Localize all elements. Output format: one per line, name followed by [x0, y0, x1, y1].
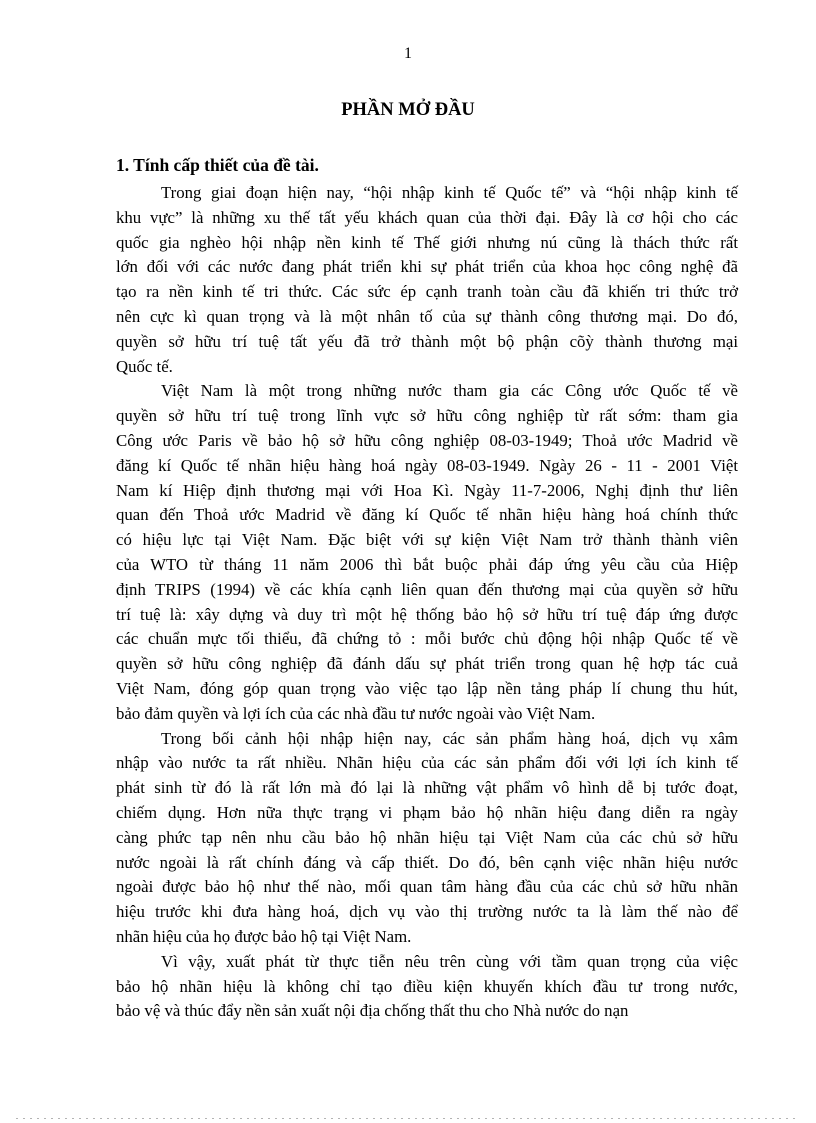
paragraph-line: lớn đối với các nước đang phát triển khi sự phát triển của khoa học công nghệ đã — [116, 257, 738, 277]
paragraph-line: quyền sở hữu trí tuệ tất yếu đã trở thành một bộ phận cõỳ thành thương mại — [116, 331, 738, 351]
paragraph-line: Trong bối cảnh hội nhập hiện nay, các sản phẩm hàng hoá, dịch vụ xâm — [161, 728, 738, 748]
paragraph-line: khu vực” là những xu thế tất yếu khách quan của thời đại. Đây là cơ hội cho các — [116, 207, 738, 227]
section-heading: 1. Tính cấp thiết của đề tài. — [116, 155, 319, 175]
paragraph-line: định TRIPS (1994) về các khía cạnh liên quan đến thương mại của quyền sở hữu — [116, 579, 738, 599]
paragraph-line: trí tuệ là: xây dựng và duy trì một hệ thống bảo hộ sở hữu trí tuệ đáp ứng được — [116, 604, 738, 624]
paragraph — [116, 181, 738, 379]
paragraph — [116, 379, 738, 726]
paragraph-line: Công ước Paris về bảo hộ sở hữu công nghiệp 08-03-1949; Thoả ước Madrid về — [116, 430, 738, 450]
page-break-divider — [16, 1118, 800, 1119]
paragraph-line: quốc gia nghèo hội nhập nền kinh tế Thế giới nhưng nú cũng là thách thức rất — [116, 232, 738, 252]
paragraph-line: Quốc tế. — [116, 356, 173, 376]
paragraph-line: bảo hộ nhãn hiệu là không chỉ tạo điều kiện khuyến khích đầu tư trong nước, — [116, 976, 738, 996]
paragraph-line: tạo ra nền kinh tế tri thức. Các sức ép cạnh tranh toàn cầu đã khiến tri thức trở — [116, 282, 738, 302]
paragraph-line: Việt Nam, đóng góp quan trọng vào việc tạo lập nền tảng pháp lí chung thu hút, — [116, 678, 738, 698]
paragraph-line: nhập vào nước ta rất nhiều. Nhãn hiệu của các sản phẩm đối với lợi ích kinh tế — [116, 753, 738, 773]
paragraph-line: càng phức tạp nên nhu cầu bảo hộ nhãn hiệu tại Việt Nam của các chủ sở hữu — [116, 827, 738, 847]
paragraph-line: quyền sở hữu trí tuệ trong lĩnh vực sở hữu công nghiệp từ rất sớm: tham gia — [116, 406, 738, 426]
paragraph-line: ngoài được bảo hộ như thế nào, mối quan tâm hàng đầu của các chủ sở hữu nhãn — [116, 877, 738, 897]
paragraph — [116, 950, 738, 1024]
text-column — [116, 154, 738, 1024]
paragraph-line: bảo đảm quyền và lợi ích của các nhà đầu tư nước ngoài vào Việt Nam. — [116, 703, 596, 723]
paragraph-line: nên cực kì quan trọng và là một nhân tố của sự thành công thương mại. Do đó, — [116, 306, 738, 326]
paragraph-line: Việt Nam là một trong những nước tham gia các Công ước Quốc tế về — [161, 381, 738, 401]
paragraph-line: có hiệu lực tại Việt Nam. Đặc biệt với sự kiện Việt Nam trở thành thành viên — [116, 530, 738, 550]
paragraph-line: hiệu trước khi đưa hàng hoá, dịch vụ vào thị trường nước ta là làm thế nào để — [116, 902, 738, 922]
paragraph-line: quan đến Thoả ước Madrid về đăng kí Quốc tế nhãn hiệu hàng hoá chính thức — [116, 505, 738, 525]
paragraph-line: Vì vậy, xuất phát từ thực tiễn nêu trên cùng với tầm quan trọng của việc — [161, 951, 738, 971]
paragraph-line: phát sinh từ đó là rất lớn mà đó lại là những vật phẩm vô hình dễ bị tước đoạt, — [116, 778, 738, 798]
paragraph-line: đăng kí Quốc tế nhãn hiệu hàng hoá ngày 08-03-1949. Ngày 26 - 11 - 2001 Việt — [116, 455, 738, 475]
paragraph-line: Nam kí Hiệp định thương mại với Hoa Kì. Ngày 11-7-2006, Nghị định thư liên — [116, 480, 738, 500]
paragraph-line: nước ngoài là rất chính đáng và cấp thiết. Do đó, bên cạnh việc nhãn hiệu nước — [116, 852, 738, 872]
page-title: PHẦN MỞ ĐẦU — [341, 100, 475, 120]
paragraph-line: chiếm dụng. Hơn nữa thực trạng vi phạm bảo hộ nhãn hiệu đang diễn ra ngày — [116, 802, 738, 822]
paragraph-line: các chuẩn mực tối thiểu, đã chứng tỏ : mỗi bước chủ động hội nhập Quốc tế về — [116, 629, 738, 649]
paragraph-line: của WTO từ tháng 11 năm 2006 thì bắt buộc phải đáp ứng yêu cầu của Hiệp — [116, 554, 738, 574]
paragraph-line: bảo vệ và thúc đẩy nền sản xuất nội địa chống thất thu cho Nhà nước do nạn — [116, 1001, 629, 1021]
page-number: 1 — [404, 45, 412, 62]
paragraph-line: Trong giai đoạn hiện nay, “hội nhập kinh tế Quốc tế” và “hội nhập kinh tế — [161, 183, 738, 202]
paragraph-line: quyền sở hữu công nghiệp đã đánh dấu sự phát triển trong quan hệ hợp tác cuả — [116, 654, 738, 674]
body-text — [116, 181, 738, 1024]
paragraph — [116, 727, 738, 950]
paragraph-line: nhãn hiệu của họ được bảo hộ tại Việt Nam. — [116, 926, 412, 946]
